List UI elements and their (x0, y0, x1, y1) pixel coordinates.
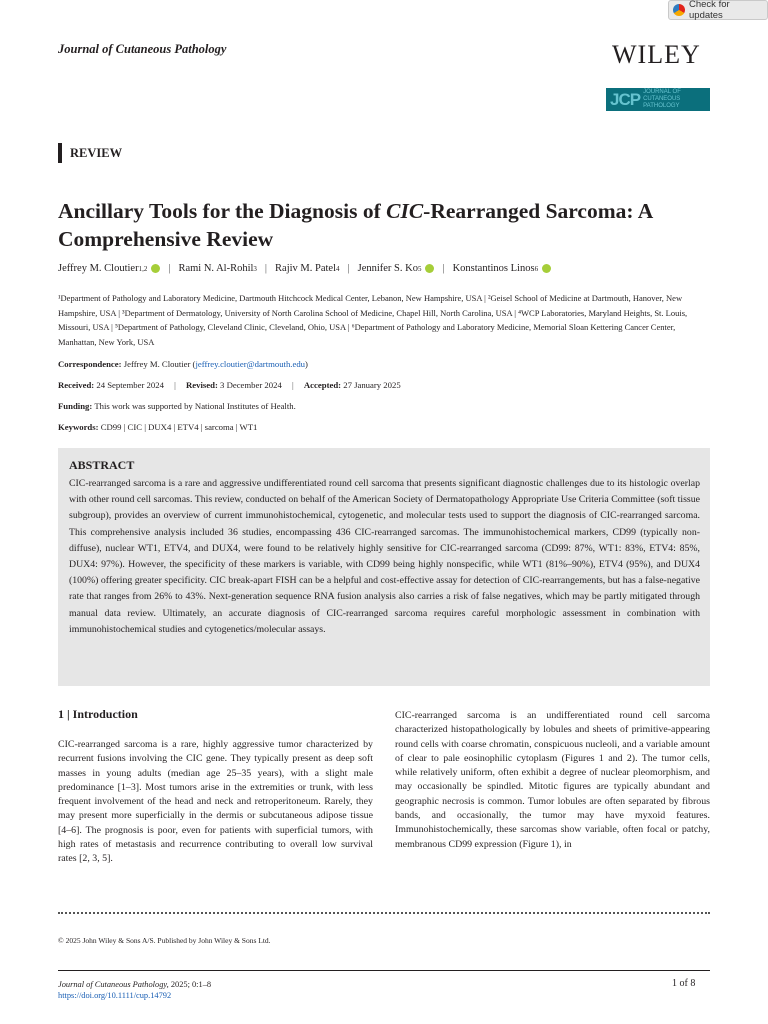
orcid-icon[interactable] (151, 264, 160, 273)
author-separator: | (442, 263, 445, 274)
keywords-text: CD99 | CIC | DUX4 | ETV4 | sarcoma | WT1 (100, 422, 258, 432)
author-name[interactable]: Jeffrey M. Cloutier (58, 263, 139, 274)
title-part2: -Rearranged Sarcoma: A Comprehensive Review (58, 199, 653, 251)
correspondence-close: ) (305, 359, 308, 369)
citation-footer (58, 979, 211, 1001)
orcid-icon[interactable] (542, 264, 551, 273)
author-affiliation-sup: 4 (336, 264, 340, 273)
footer-rule (58, 970, 710, 971)
funding (58, 401, 296, 411)
publisher-logo: WILEY (612, 40, 701, 69)
citation-journal: Journal of Cutaneous Pathology, (58, 980, 169, 989)
journal-logo-subtext (643, 89, 710, 110)
page-number: 1 of 8 (672, 978, 696, 989)
journal-title: Journal of Cutaneous Pathology (58, 42, 227, 56)
author-affiliation-sup: 3 (253, 264, 257, 273)
revised-label: Revised: (186, 380, 218, 390)
article-type-bar (58, 143, 62, 163)
funding-text: This work was supported by National Institutes of Health. (94, 401, 296, 411)
correspondence (58, 359, 308, 369)
doi-link[interactable]: https://doi.org/10.1111/cup.14792 (58, 991, 172, 1000)
author-separator: | (264, 263, 268, 274)
abstract-box (58, 448, 710, 686)
keywords (58, 422, 257, 432)
journal-logo-text: JCP (610, 89, 641, 109)
article-title (58, 197, 698, 253)
author-separator: | (168, 263, 171, 274)
abstract-text: CIC-rearranged sarcoma is a rare and aggressive undifferentiated round cell sarcoma that presents significant diagnostic challenges due to its histologic overlap with other round cell sarcomas. This review, conducted on behalf of the American Society of Dermatopathology Appropriate Use Criteria Committee (soft tissue subgroup), provides an overview of current immunohistochemical, cytogenetic, and molecular tests used to support the diagnosis of CIC-rearranged sarcoma. This comprehensive analysis included 36 studies, encompassing 436 CIC-rearranged sarcomas. The immunohistochemical markers, CD99 (typically non-diffuse), nuclear WT1, ETV4, and DUX4, were found to be relatively highly sensitive for CIC-rearranged sarcoma (CD99: 87%, WT1: 83%, ETV4: 85%, DUX4: 97%). However, the specificity of these markers is variable, with CD99 being highly nonspecific, while WT1 (81%–90%), ETV4 (95%), and DUX4 (100%) offering greater specificity. CIC break-apart FISH can be a helpful and cost-effective assay for detection of CIC-rearrangements, but has a false-negative rate that ranges from 26% to 43%. Next-generation sequence RNA fusion analysis also carries a risk of false negatives, which may be partly mitigated through manual data review. Ultimately, an accurate diagnosis of CIC-rearranged sarcoma requires careful morphologic assessment in combination with immunohistochemical studies and cytogenetics/molecular assays. (69, 478, 700, 635)
author-affiliation-sup: 6 (534, 264, 539, 273)
check-for-updates-button[interactable] (668, 0, 768, 20)
author-name[interactable]: Rajiv M. Patel (275, 263, 336, 274)
author-affiliation-sup: 1,2 (138, 264, 148, 273)
title-part1: Ancillary Tools for the Diagnosis of (58, 199, 387, 223)
correspondence-label: Correspondence: (58, 359, 122, 369)
correspondence-email-link[interactable]: jeffrey.cloutier@dartmouth.edu (195, 359, 306, 369)
orcid-icon[interactable] (425, 264, 434, 273)
footnote-divider (58, 912, 710, 914)
abstract-heading: ABSTRACT (69, 458, 135, 472)
revised-date: 3 December 2024 (220, 380, 282, 390)
author-name[interactable]: Konstantinos Linos (452, 263, 535, 274)
author-list (58, 263, 718, 274)
article-type: REVIEW (70, 146, 123, 160)
received-label: Received: (58, 380, 95, 390)
article-dates: Received: 24 September 2024 | Revised: 3 December 2024 | Accepted: 27 January 2025 (58, 380, 401, 390)
keywords-label: Keywords: (58, 422, 99, 432)
correspondence-name: Jeffrey M. Cloutier ( (123, 359, 196, 369)
copyright-notice: © 2025 John Wiley & Sons A/S. Published by John Wiley & Sons Ltd. (58, 936, 271, 945)
journal-logo (606, 88, 710, 111)
crossmark-icon (673, 4, 685, 16)
received-date: 24 September 2024 (96, 380, 164, 390)
section-heading-introduction: 1 | Introduction (58, 707, 138, 721)
author-name[interactable]: Jennifer S. Ko (357, 263, 418, 274)
check-for-updates-label: Check for updates (689, 0, 730, 21)
affiliations: ¹Department of Pathology and Laboratory Medicine, Dartmouth Hitchcock Medical Center, Lebanon, New Hampshire, USA | ²Geisel School of Medicine at Dartmouth, Hanover, New Hampshire, USA | ³Department of Dermatology, University of North Carolina School of Medicine, Chapel Hill, North Carolina, USA | ⁴WCP Laboratories, Maryland Heights, St. Louis, Missouri, USA | ⁵Department of Pathology, Cleveland Clinic, Cleveland, Ohio, USA | ⁶Department of Pathology and Laboratory Medicine, Memorial Sloan Kettering Cancer Center, Manhattan, New York, USA (58, 293, 688, 347)
title-gene: CIC (386, 199, 424, 223)
author-separator: | (347, 263, 350, 274)
citation-volume: 2025; 0:1–8 (168, 980, 212, 989)
intro-right-column: CIC-rearranged sarcoma is an undifferentiated round cell sarcoma characterized histopathologically by lobules and sheets of primitive-appearing round cells with coarse chromatin, conspicuous nucleoli, and a variable amount of clear to pale eosinophilic cytoplasm (Figures 1 and 2). The tumor cells, while relatively uniform, often exhibit a degree of nuclear pleomorphism, and may occasionally be spindled. Mitotic figures are typically abundant and geographic necrosis is common. Tumor lobules are often separated by fibrous bands, and occasionally, the tumor may have myxoid features. Immunohistochemically, these sarcomas show variable, often focal or patchy, membranous CD99 expression (Figure 1), in (395, 710, 710, 850)
logo-subtext-line2: CUTANEOUS PATHOLOGY (643, 96, 681, 109)
author-name[interactable]: Rami N. Al-Rohil (178, 263, 254, 274)
author-affiliation-sup: 5 (417, 264, 422, 273)
accepted-label: Accepted: (303, 380, 342, 390)
funding-label: Funding: (58, 401, 93, 411)
intro-left-column: CIC-rearranged sarcoma is a rare, highly aggressive tumor characterized by recurrent fusions involving the CIC gene. They typically present as deep soft masses in young adults (median age 25–35 years), with a slight male predominance [1–3]. Most tumors arise in the extremities or trunk, with less frequent involvement of the head and neck and retroperitoneum. Rarely, they may present more superficially in the dermis or subcutaneous adipose tissue [4–6]. The prognosis is poor, even for patients with superficial tumors, with high rates of metastasis and recurrence contributing to overall low survival rates [2, 3, 5]. (58, 739, 373, 865)
logo-subtext-line1: JOURNAL OF (643, 89, 681, 95)
accepted-date: 27 January 2025 (343, 380, 401, 390)
